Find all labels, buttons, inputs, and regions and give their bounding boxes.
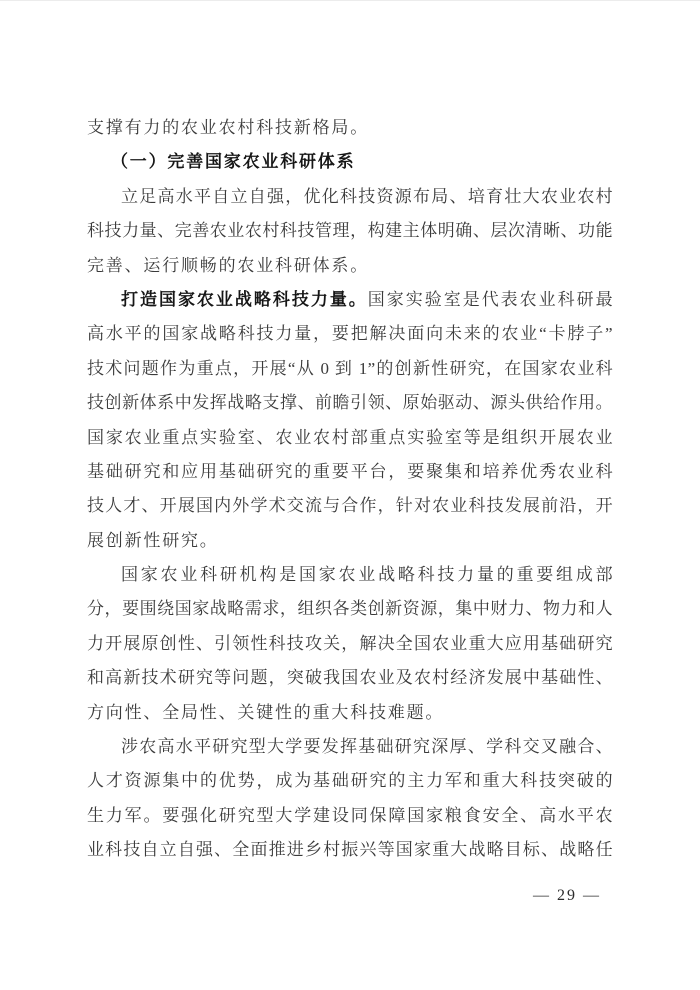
text-segment: 力开展原创性、引领性科技攻关，解决全国农业重大应用基础研究 (87, 633, 613, 653)
text-segment: 技人才、开展国内外学术交流与合作，针对农业科技发展前沿，开 (87, 496, 613, 516)
text-segment: 人才资源集中的优势，成为基础研究的主力军和重大科技突破的 (87, 771, 613, 791)
bold-text-segment: （一）完善国家农业科研体系 (111, 152, 356, 172)
text-line (87, 455, 613, 489)
text-line (87, 696, 613, 730)
text-segment: 生力军。要强化研究型大学建设同保障国家粮食安全、高水平农 (87, 805, 613, 825)
text-segment: 和高新技术研究等问题，突破我国农业及农村经济发展中基础性、 (87, 668, 613, 688)
text-segment: 技术问题作为重点，开展“从 0 到 1”的创新性研究，在国家农业科 (87, 358, 613, 378)
text-segment: 涉农高水平研究型大学要发挥基础研究深厚、学科交叉融合、 (121, 737, 613, 757)
text-line (87, 317, 613, 351)
text-line (87, 627, 613, 661)
text-segment: 国家农业科研机构是国家农业战略科技力量的重要组成部 (121, 565, 613, 585)
text-segment: 高水平的国家战略科技力量，要把解决面向未来的农业“卡脖子” (87, 324, 613, 344)
text-line (87, 283, 613, 317)
text-segment: 分，要围绕国家战略需求，组织各类创新资源，集中财力、物力和人 (87, 599, 613, 619)
text-line (87, 661, 613, 695)
text-line (87, 833, 613, 867)
text-line (87, 249, 613, 283)
text-segment: 国家实验室是代表农业科研最 (367, 289, 613, 309)
text-line (87, 524, 613, 558)
text-segment: 国家农业重点实验室、农业农村部重点实验室等是组织开展农业 (87, 427, 613, 447)
text-segment: 支撑有力的农业农村科技新格局。 (87, 118, 369, 137)
text-segment: 技创新体系中发挥战略支撑、前瞻引领、原始驱动、源头供给作用。 (87, 393, 613, 413)
text-line (87, 145, 613, 179)
text-line (87, 180, 613, 214)
text-segment: 展创新性研究。 (87, 530, 219, 550)
text-line (87, 592, 613, 626)
bold-text-segment: 打造国家农业战略科技力量。 (121, 289, 368, 309)
text-line (87, 111, 613, 145)
text-segment: 完善、运行顺畅的农业科研体系。 (87, 255, 369, 275)
text-line (87, 799, 613, 833)
text-segment: 方向性、全局性、关键性的重大科技难题。 (87, 702, 445, 722)
text-line (87, 558, 613, 592)
text-segment: 科技力量、完善农业农村科技管理，构建主体明确、层次清晰、功能 (87, 221, 613, 241)
document-body (87, 111, 613, 868)
text-segment: 基础研究和应用基础研究的重要平台，要聚集和培养优秀农业科 (87, 461, 613, 481)
page-number: — 29 — (533, 887, 601, 904)
text-segment: 立足高水平自立自强，优化科技资源布局、培育壮大农业农村 (121, 186, 613, 206)
text-line (87, 489, 613, 523)
text-line (87, 352, 613, 386)
text-line (87, 421, 613, 455)
text-line (87, 386, 613, 420)
text-line (87, 730, 613, 764)
text-segment: 业科技自立自强、全面推进乡村振兴等国家重大战略目标、战略任 (87, 840, 613, 860)
text-line (87, 764, 613, 798)
text-line (87, 214, 613, 248)
